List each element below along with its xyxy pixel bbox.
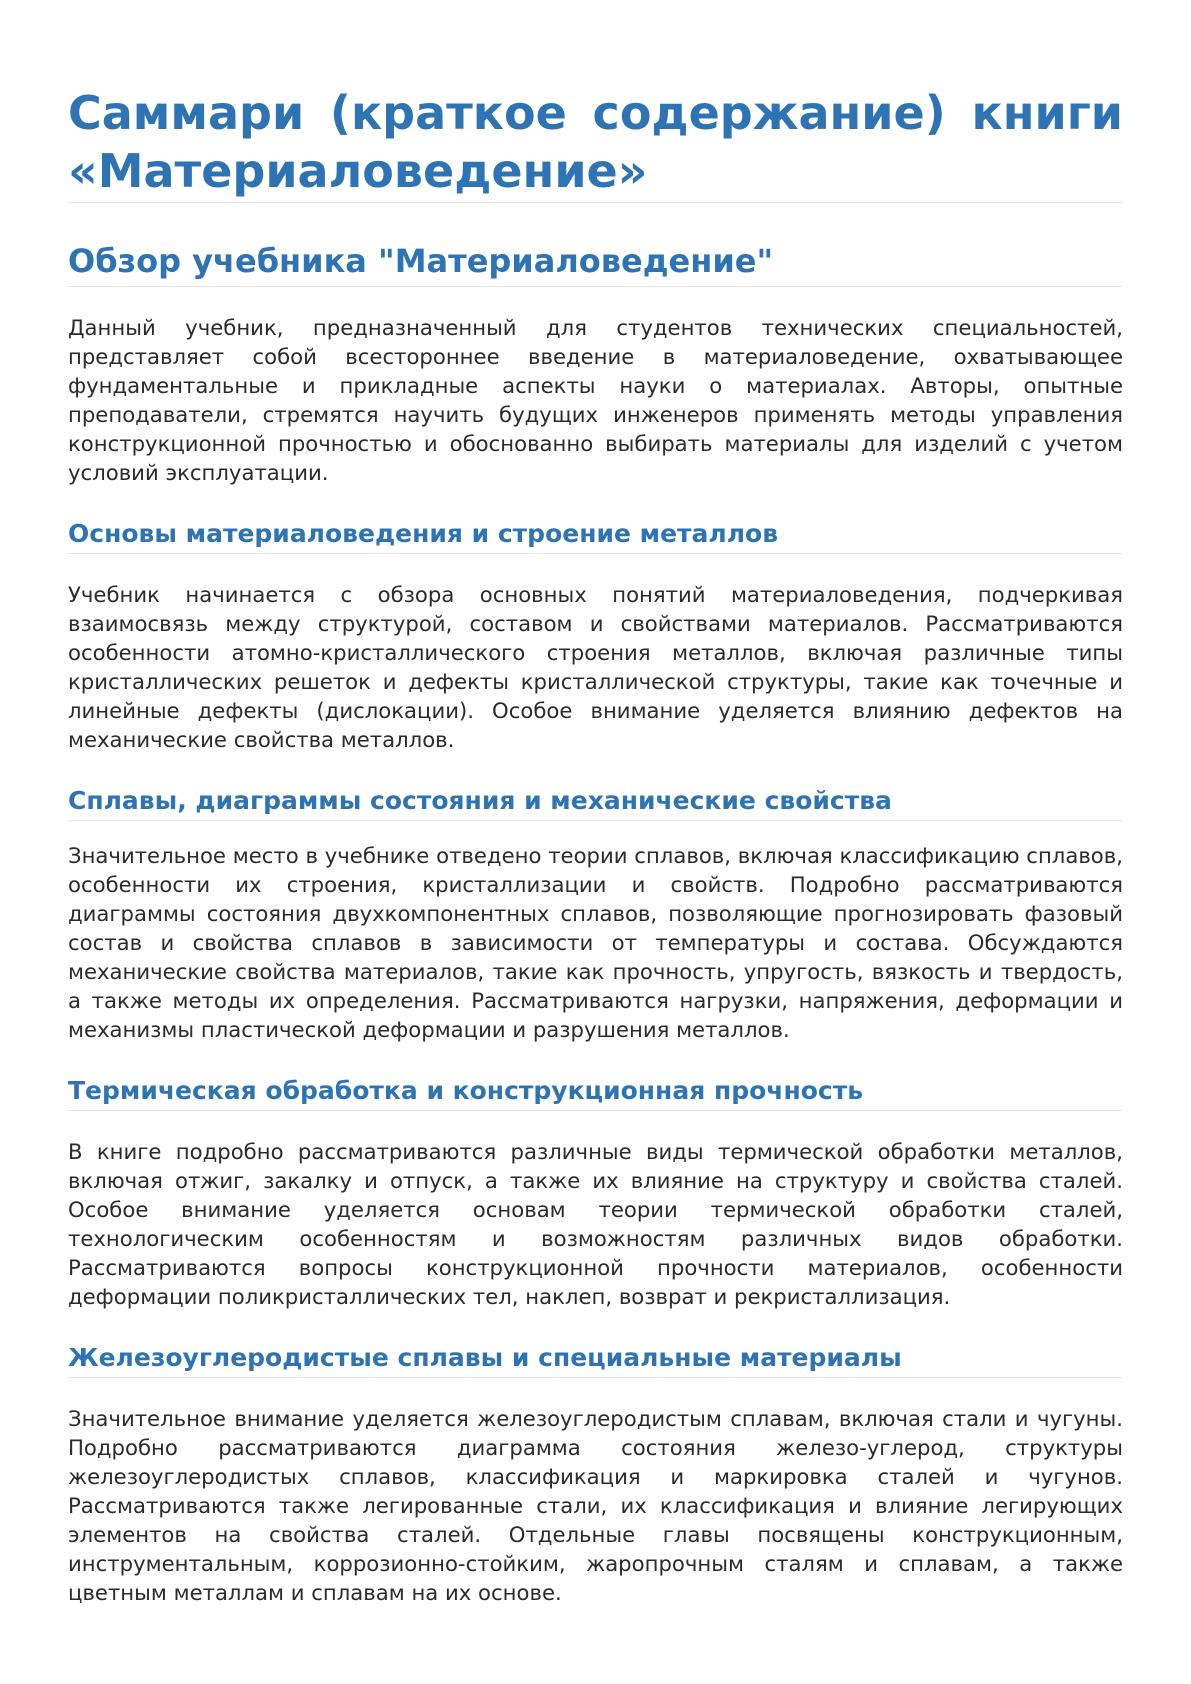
section-heat-treatment — [68, 1074, 1123, 1311]
section-basics — [68, 517, 1123, 754]
section-heading: Термическая обработка и конструкционная прочность — [68, 1074, 1123, 1111]
section-heading: Железоуглеродистые сплавы и специальные материалы — [68, 1341, 1123, 1378]
section-paragraph: Значительное внимание уделяется железоуглеродистым сплавам, включая стали и чугуны. Подробно рассматриваются диаграмма состояния железо-углерод, структуры железоуглеродистых сплавов, классификация и маркировка сталей и чугунов. Рассматриваются также легированные стали, их классификация и влияние легирующих элементов на свойства сталей. Отдельные главы посвящены конструкционным, инструментальным, коррозионно-стойким, жаропрочным сталям и сплавам, а также цветным металлам и сплавам на их основе. — [68, 1406, 1123, 1605]
section-iron-carbon — [68, 1341, 1123, 1607]
section-paragraph: Значительное место в учебнике отведено теории сплавов, включая классификацию сплавов, особенности их строения, кристаллизации и свойств. Подробно рассматриваются диаграммы состояния двухкомпонентных сплавов, позволяющие прогнозировать фазовый состав и свойства сплавов в зависимости от температуры и состава. Обсуждаются механические свойства материалов, такие как прочность, упругость, вязкость и твердость, а также методы их определения. Рассматриваются нагрузки, напряжения, деформации и механизмы пластической деформации и разрушения металлов. — [68, 843, 1123, 1042]
document-title-line-1: Саммари (краткое содержание) книги — [68, 86, 1123, 140]
section-heading: Основы материаловедения и строение металлов — [68, 517, 1123, 554]
overview-paragraph: Данный учебник, предназначенный для студентов технических специальностей, представляет собой всестороннее введение в материаловедение, охватывающее фундаментальные и прикладные аспекты науки о материалах. Авторы, опытные преподаватели, стремятся научить будущих инженеров применять методы управления конструкционной прочностью и обоснованно выбирать материалы для изделий с учетом условий эксплуатации. — [68, 315, 1123, 485]
overview-heading: Обзор учебника "Материаловедение" — [68, 239, 1123, 287]
section-paragraph: В книге подробно рассматриваются различные виды термической обработки металлов, включая отжиг, закалку и отпуск, а также их влияние на структуру и свойства сталей. Особое внимание уделяется основам теории термической обработки сталей, технологическим особенностям и возможностям различных видов обработки. Рассматриваются вопросы конструкционной прочности материалов, особенности деформации поликристаллических тел, наклеп, возврат и рекристаллизация. — [68, 1139, 1123, 1309]
document-title — [68, 84, 1123, 203]
section-paragraph: Учебник начинается с обзора основных понятий материаловедения, подчеркивая взаимосвязь между структурой, составом и свойствами материалов. Рассматриваются особенности атомно-кристаллического строения металлов, включая различные типы кристаллических решеток и дефекты кристаллической структуры, такие как точечные и линейные дефекты (дислокации). Особое внимание уделяется влиянию дефектов на механические свойства металлов. — [68, 582, 1123, 752]
section-alloys — [68, 784, 1123, 1044]
document-title-line-2: «Материаловедение» — [68, 144, 648, 198]
section-heading: Сплавы, диаграммы состояния и механические свойства — [68, 784, 1123, 821]
